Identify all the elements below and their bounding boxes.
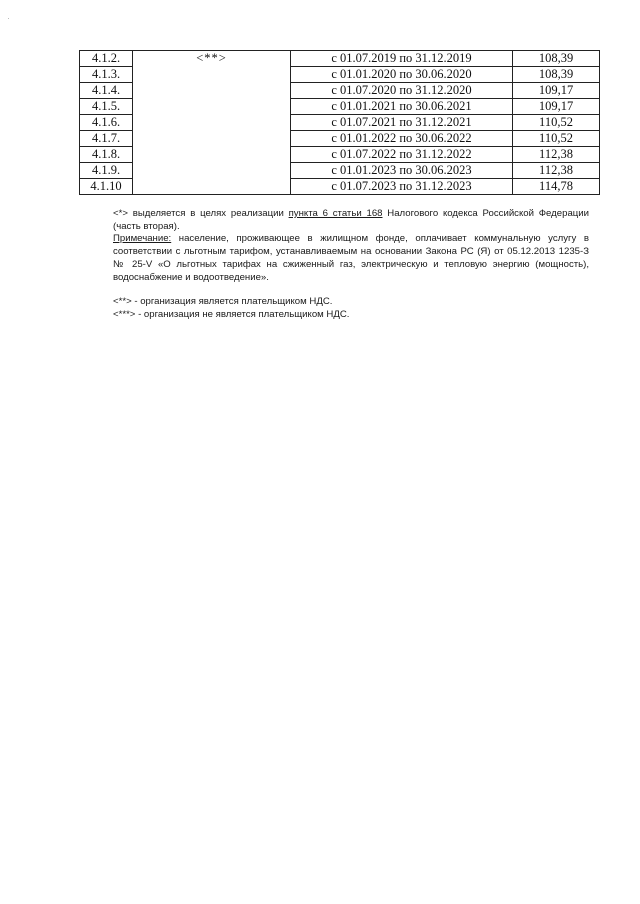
remark-text: население, проживающее в жилищном фонде, оплачивает коммунальную услугу в соответствии с льготным тарифом, устанавливаемым на основании Закона РС (Я) от 05.12.2013 1235-З № 25-V «О льготных тарифах на сжиженный газ, электрическую и тепловую энергию (мощность), водоснабжение и водоотведение». xyxy=(113,233,589,283)
period-cell: с 01.07.2023 по 31.12.2023 xyxy=(291,179,513,195)
organization-marker-cell: <**> xyxy=(133,51,291,195)
footnote-vat-payer: <**> - организация является плательщиком НДС. xyxy=(113,296,333,308)
period-cell: с 01.07.2022 по 31.12.2022 xyxy=(291,147,513,163)
scan-speck xyxy=(8,18,9,19)
footnote-text-end: Налогового кодекса Российской Федерации (часть вторая). xyxy=(113,208,590,232)
tariff-value-cell: 112,38 xyxy=(513,163,600,179)
period-cell: с 01.07.2020 по 31.12.2020 xyxy=(291,83,513,99)
period-cell: с 01.01.2023 по 30.06.2023 xyxy=(291,163,513,179)
tariff-value-cell: 110,52 xyxy=(513,131,600,147)
row-number-cell: 4.1.3. xyxy=(80,67,133,83)
remark-label: Примечание: xyxy=(113,233,172,245)
tariff-table-body xyxy=(80,51,600,195)
row-number-cell: 4.1.6. xyxy=(80,115,133,131)
period-cell: с 01.07.2021 по 31.12.2021 xyxy=(291,115,513,131)
row-number-cell: 4.1.10 xyxy=(80,179,133,195)
tariff-value-cell: 112,38 xyxy=(513,147,600,163)
spacer xyxy=(113,284,589,296)
period-cell: с 01.01.2021 по 30.06.2021 xyxy=(291,99,513,115)
period-cell: с 01.07.2019 по 31.12.2019 xyxy=(291,51,513,67)
footnote-text: <*> выделяется в целях реализации xyxy=(113,208,289,219)
tariff-value-cell: 109,17 xyxy=(513,83,600,99)
period-cell: с 01.01.2022 по 30.06.2022 xyxy=(291,131,513,147)
table-row xyxy=(80,51,600,67)
period-cell: с 01.01.2020 по 30.06.2020 xyxy=(291,67,513,83)
tariff-value-cell: 108,39 xyxy=(513,51,600,67)
footnote-vat-allocation xyxy=(113,208,589,233)
footnote-vat-nonpayer: <***> - организация не является плательщиком НДС. xyxy=(113,308,350,320)
row-number-cell: 4.1.9. xyxy=(80,163,133,179)
tariff-value-cell: 108,39 xyxy=(513,67,600,83)
tariff-value-cell: 110,52 xyxy=(513,115,600,131)
tariff-value-cell: 109,17 xyxy=(513,99,600,115)
row-number-cell: 4.1.8. xyxy=(80,147,133,163)
row-number-cell: 4.1.7. xyxy=(80,131,133,147)
tariff-value-cell: 114,78 xyxy=(513,179,600,195)
tax-code-link[interactable]: пункта 6 статьи 168 xyxy=(288,208,383,219)
tariff-table xyxy=(79,50,600,195)
row-number-cell: 4.1.5. xyxy=(80,99,133,115)
row-number-cell: 4.1.4. xyxy=(80,83,133,99)
remark-paragraph xyxy=(113,233,589,284)
notes-section xyxy=(113,208,589,322)
row-number-cell: 4.1.2. xyxy=(80,51,133,67)
